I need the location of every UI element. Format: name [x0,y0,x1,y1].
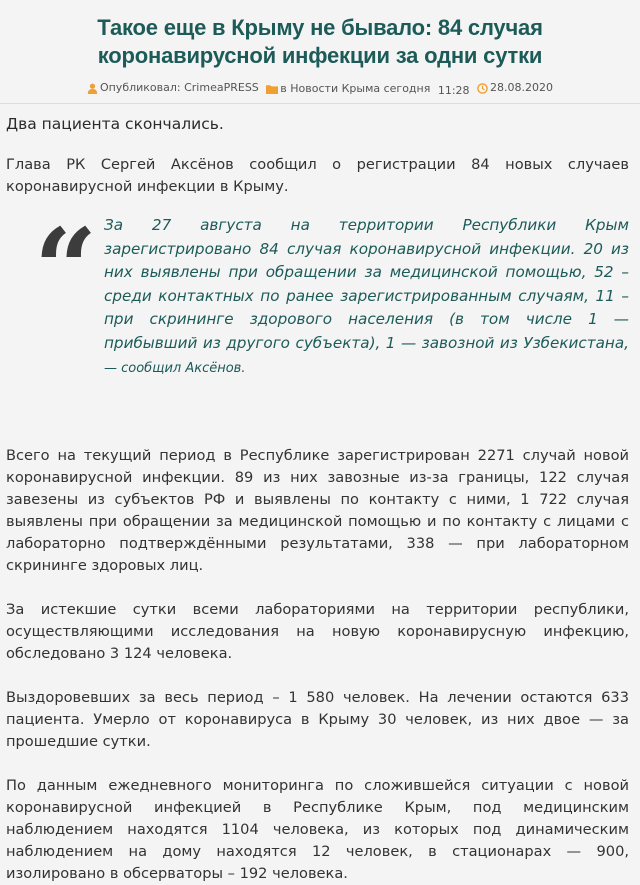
publish-date: 28.08.2020 [490,81,554,94]
paragraph-1: Всего на текущий период в Республике зарегистрирован 2271 случай новой коронавирусной инфекции. 89 из них завозные из-за границы, 122 случая завезены из субъектов РФ и выявлены по контакту с ними, 1 722 случая выявлены при обращении за медицинской помощью и по контакту с лицами с лабораторно подтверждёнными результатами, 338 — при лабораторном скрининге здоровых лиц. [6,447,629,574]
article-meta [0,80,640,96]
header-divider [0,103,640,104]
folder-icon [266,84,278,94]
category-meta [266,81,430,97]
intro-paragraph: Глава РК Сергей Аксёнов сообщил о регистрации 84 новых случаев коронавирусной инфекции в Крыму. [6,156,629,195]
quote-cite: — сообщил Аксёнов. [104,361,246,376]
author-link[interactable]: Опубликовал: CrimeaPRESS [99,81,259,94]
article-title: Такое еще в Крыму не бывало: 84 случая коронавирусной инфекции за одни сутки [97,15,543,68]
category-link[interactable]: в Новости Крыма сегодня [280,81,431,95]
date-meta [477,80,553,96]
quote-text [104,214,629,381]
user-icon [87,83,98,94]
author-meta [87,80,259,96]
time-meta [438,83,470,99]
publish-time: 11:28 [437,83,470,97]
quote-mark-icon: “ [34,204,98,333]
article-body [0,114,640,885]
paragraph-3: Выздоровевших за весь период – 1 580 человек. На лечении остаются 633 пациента. Умерло от коронавируса в Крыму 30 человек, из них двое — за прошедшие сутки. [6,689,629,750]
blockquote [6,204,629,414]
quote-body: За 27 августа на территории Республики Крым зарегистрировано 84 случая коронавирусной инфекции. 20 из них выявлены при обращении за медицинской помощью, 52 – среди контактных по ранее зарегистрированным случаям, 11 – при скрининге здорового населения (в том числе 1 — прибывший из другого субъекта), 1 — завозной из Узбекистана, [104,216,629,352]
clock-icon [477,83,488,94]
article-lead: Два пациента скончались. [6,115,224,133]
paragraph-2: За истекшие сутки всеми лабораториями на территории республики, осуществляющими исследования на новую коронавирусную инфекцию, обследовано 3 124 человека. [6,601,629,662]
paragraph-4: По данным ежедневного мониторинга по сложившейся ситуации с новой коронавирусной инфекцией в Республике Крым, под медицинским наблюдением находятся 1104 человека, из которых под динамическим наблюдением на дому находятся 12 человек, в стационарах — 900, изолировано в обсерваторы – 192 человека. [6,777,629,882]
